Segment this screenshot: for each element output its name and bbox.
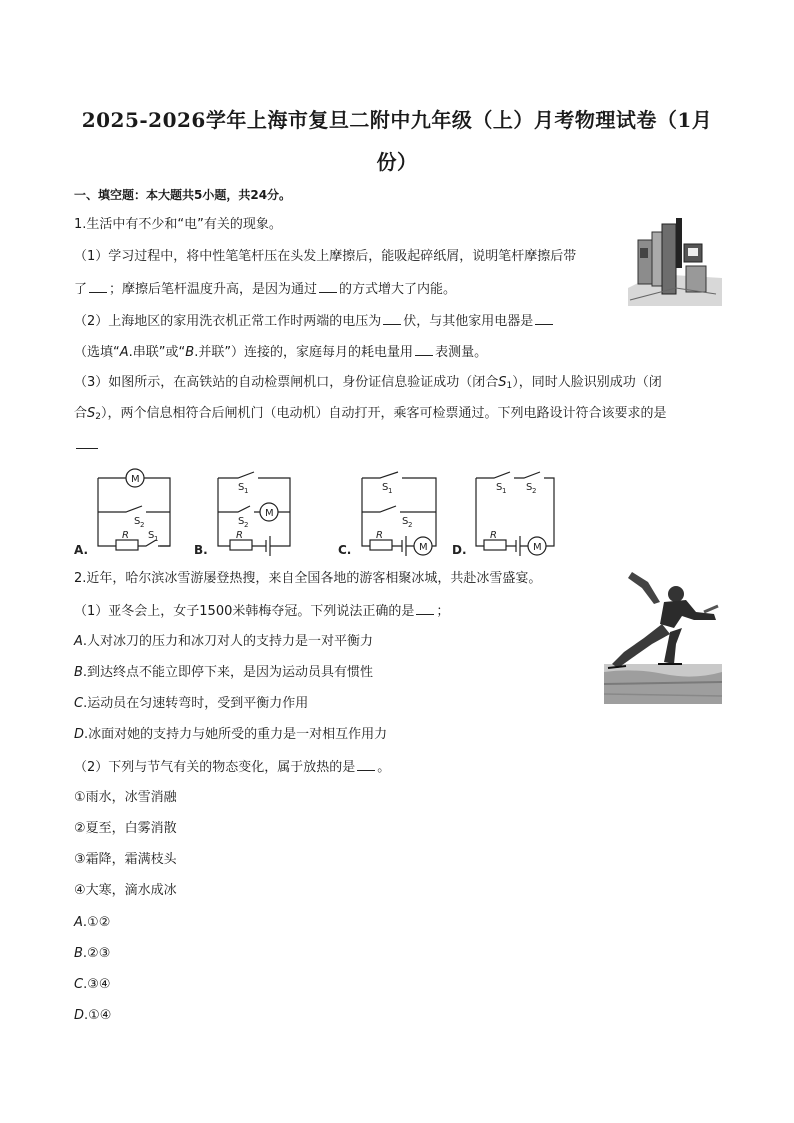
section-heading: 一、填空题：本大题共5小题，共24分。 [74,188,292,202]
switch-s1-label: S [382,482,389,493]
switch-s2-label: S [526,482,533,493]
speed-skater-photo [604,572,722,704]
answer-blank [319,280,337,293]
q1-part1-line2: 了 ；摩擦后笔杆温度升高，是因为通过 的方式增大了内能。 [74,282,457,297]
q1-part1-line1: （1）学习过程中，将中性笔笔杆压在头发上摩擦后，能吸起碎纸屑，说明笔杆摩擦后带 [74,249,577,264]
answer-blank [357,758,375,771]
q2-item: ①雨水，冰雪消融 [74,790,177,805]
answer-blank [383,312,401,325]
option-d-label: D. [452,543,467,557]
answer-blank [76,436,98,449]
q1-part3-line1: （3）如图所示，在高铁站的自动检票闸机口，身份证信息验证成功（闭合$S_1$），同时人脸识别成功（闭 [74,375,662,391]
switch-s2-label: S [134,516,141,527]
switch-s1-label: S [238,482,245,493]
q2-part1: （1）亚冬会上，女子1500米韩梅夺冠。下列说法正确的是 ； [74,604,450,619]
q1-part3-blank [74,436,100,455]
q2-choice-c: C.③④ [74,977,111,992]
switch-s2-label: S [402,516,409,527]
q1-stem: 1.生活中有不少和“电”有关的现象。 [74,217,282,232]
q2-item: ③霜降，霜满枝头 [74,852,177,867]
svg-text:1: 1 [244,487,249,495]
svg-text:2: 2 [408,521,413,529]
q2-part2: （2）下列与节气有关的物态变化，属于放热的是 。 [74,760,391,775]
option-b-label: B. [194,543,208,557]
q2-option-a: A.人对冰刀的压力和冰刀对人的支持力是一对平衡力 [74,634,374,649]
answer-blank [535,312,553,325]
q1-part3-line2: 合$S_2$），两个信息相符合后闸机门（电动机）自动打开，乘客可检票通过。下列电路设计符合该要求的是 [74,406,667,422]
q2-item: ②夏至，白雾消散 [74,821,177,836]
page-title: 2025-2026学年上海市复旦二附中九年级（上）月考物理试卷（1月 [81,108,713,132]
answer-blank [415,343,433,356]
switch-s1-label: S [496,482,503,493]
q2-choice-d: D.①④ [74,1008,112,1023]
q2-item: ④大寒，滴水成冰 [74,883,177,898]
ticket-gate-photo [626,218,724,308]
resistor-label: R [376,530,383,541]
answer-blank [89,280,107,293]
q2-option-d: D.冰面对她的支持力与她所受的重力是一对相互作用力 [74,727,388,742]
q1-part2-line2: （选填“A.串联”或“B.并联”）连接的，家庭每月的耗电量用 表测量。 [74,345,488,360]
q2-option-c: C.运动员在匀速转弯时，受到平衡力作用 [74,696,309,711]
circuit-d [476,472,554,556]
page-title-continued: 份） [376,150,418,174]
svg-text:1: 1 [502,487,507,495]
q2-choice-b: B.②③ [74,946,111,961]
answer-blank [416,602,434,615]
motor-label: M [419,542,428,553]
q2-choice-a: A.①② [74,915,111,930]
svg-text:2: 2 [244,521,249,529]
motor-label: M [265,508,274,519]
q2-stem: 2.近年，哈尔滨冰雪游屡登热搜，来自全国各地的游客相聚冰城，共赴冰雪盛宴。 [74,571,542,586]
option-a-label: A. [74,543,89,557]
resistor-label: R [122,530,129,541]
motor-label: M [533,542,542,553]
circuit-b [218,472,290,556]
q1-part2-line1: （2）上海地区的家用洗衣机正常工作时两端的电压为 伏，与其他家用电器是 [74,312,555,331]
motor-label: M [131,474,140,485]
svg-text:1: 1 [154,535,159,543]
circuit-options [70,462,730,562]
q2-option-b: B.到达终点不能立即停下来，是因为运动员具有惯性 [74,665,374,680]
switch-s2-label: S [238,516,245,527]
switch-s1-label: S [148,530,155,541]
resistor-label: R [236,530,243,541]
svg-text:2: 2 [532,487,537,495]
option-c-label: C. [338,543,352,557]
resistor-label: R [490,530,497,541]
svg-text:2: 2 [140,521,145,529]
svg-text:1: 1 [388,487,393,495]
